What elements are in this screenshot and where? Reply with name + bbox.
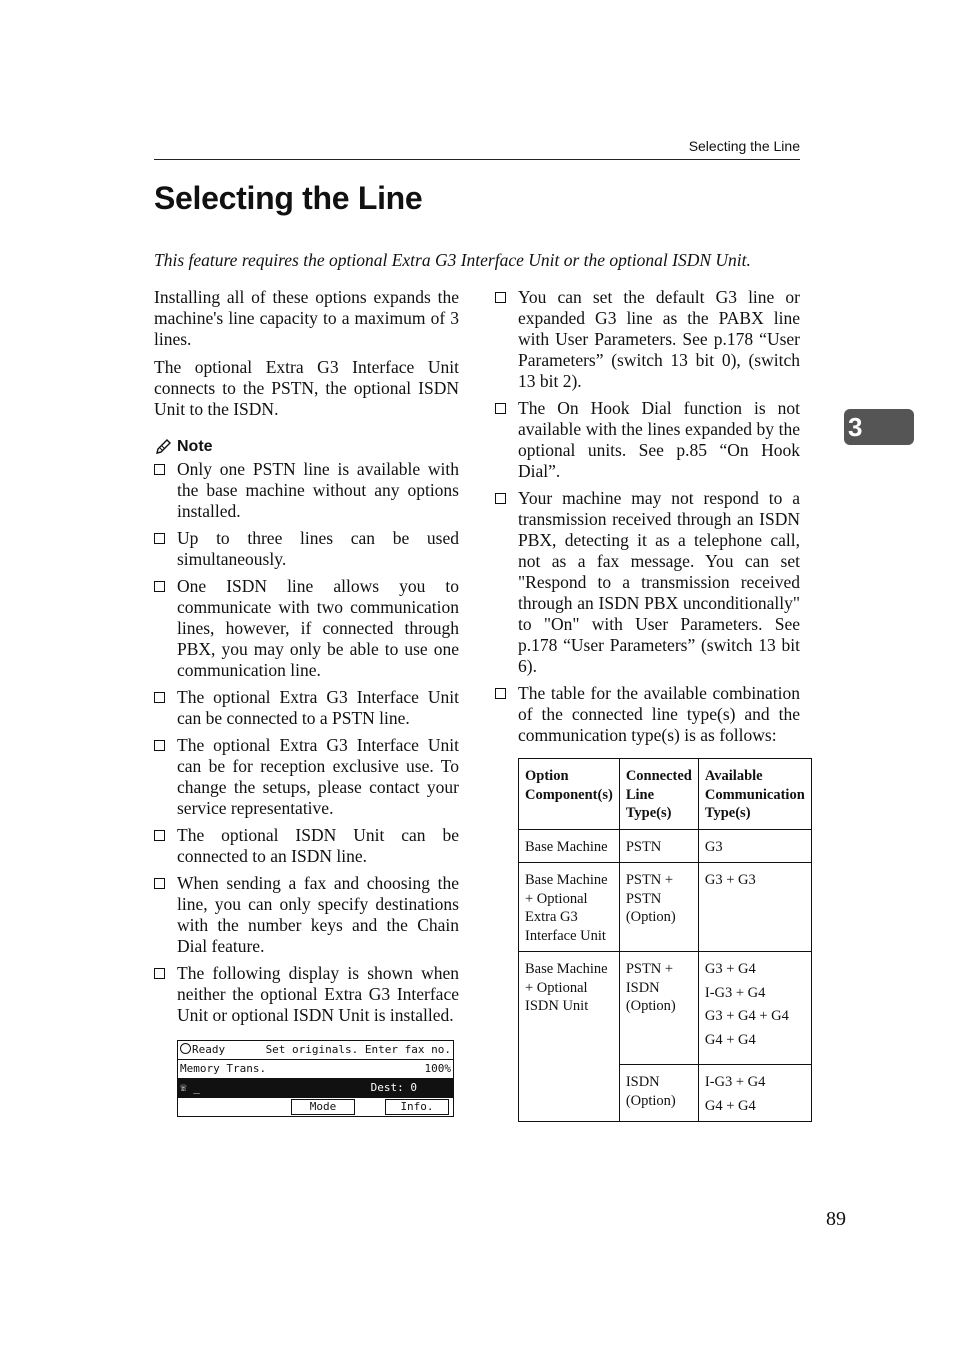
table-header-row <box>519 759 812 830</box>
table-cell: PSTN <box>619 829 698 863</box>
checkbox-icon <box>495 688 506 699</box>
list-item: When sending a fax and choosing the line, you can only specify destinations with the number keys and the Chain Dial feature. <box>154 873 459 957</box>
note-label: Note <box>177 438 213 455</box>
paragraph: The optional Extra G3 Interface Unit connects to the PSTN, the optional ISDN Unit to the ISDN. <box>154 357 459 419</box>
table-cell: Base Machine + Optional ISDN Unit <box>519 952 620 1122</box>
list-item: The optional ISDN Unit can be connected to an ISDN line. <box>154 825 459 867</box>
lcd-dest: Dest: 0 <box>370 1081 417 1094</box>
pencil-icon <box>154 438 174 456</box>
comm-type: I-G3 + G4 <box>704 984 766 1001</box>
list-item: The On Hook Dial function is not available with the lines expanded by the optional units. See p.85 “On Hook Dial”. <box>495 398 800 482</box>
lcd-message: Set originals. Enter fax no. <box>265 1043 451 1056</box>
checkbox-icon <box>154 533 165 544</box>
table-header: Option Component(s) <box>519 759 620 830</box>
intro-text: This feature requires the optional Extra G3 Interface Unit or the optional ISDN Unit. <box>154 250 751 270</box>
table-row <box>519 952 812 1065</box>
lcd-phone-cursor: ☏ _ <box>180 1081 200 1094</box>
page-title: Selecting the Line <box>154 180 423 216</box>
list-item: Only one PSTN line is available with the base machine without any options installed. <box>154 459 459 522</box>
table-cell: G3 <box>698 829 811 863</box>
info-button[interactable]: Info. <box>385 1099 449 1115</box>
table-row <box>519 829 812 863</box>
table-cell: PSTN + ISDN (Option) <box>619 952 698 1065</box>
chapter-tab: 3 <box>844 409 914 445</box>
lcd-memory-value: 100% <box>424 1062 451 1075</box>
checkbox-icon <box>154 581 165 592</box>
list-item: The following display is shown when neither the optional Extra G3 Interface Unit or optional ISDN Unit is installed. <box>154 963 459 1026</box>
lcd-button-row <box>178 1098 453 1116</box>
table-cell: PSTN + PSTN (Option) <box>619 863 698 952</box>
table-cell <box>698 952 811 1065</box>
lcd-memory-label: Memory Trans. <box>180 1062 267 1075</box>
lcd-status-row <box>178 1041 453 1060</box>
comm-type: G3 + G4 <box>704 961 756 977</box>
line-combination-table <box>518 758 812 1122</box>
table-cell: G3 + G3 <box>698 863 811 952</box>
page-number: 89 <box>826 1208 846 1230</box>
lcd-display <box>177 1040 454 1117</box>
header-rule <box>154 159 800 160</box>
lcd-ready: Ready <box>192 1043 226 1056</box>
mode-button[interactable]: Mode <box>291 1099 355 1115</box>
checkbox-icon <box>154 740 165 751</box>
checkbox-icon <box>154 968 165 979</box>
list-item: One ISDN line allows you to communicate with two communication lines, however, if connected through PBX, you may only be able to use one communication line. <box>154 576 459 681</box>
list-item: Up to three lines can be used simultaneously. <box>154 528 459 570</box>
note-list-continued <box>495 287 800 746</box>
note-heading <box>154 436 459 457</box>
note-list <box>154 459 459 1026</box>
right-column <box>495 287 805 1122</box>
lcd-memory-row <box>178 1060 453 1079</box>
checkbox-icon <box>154 464 165 475</box>
running-header: Selecting the Line <box>688 138 800 154</box>
list-item: The optional Extra G3 Interface Unit can be for reception exclusive use. To change the setups, please contact your service representative. <box>154 735 459 819</box>
paragraph: Installing all of these options expands the machine's line capacity to a maximum of 3 lines. <box>154 287 459 349</box>
list-item: You can set the default G3 line or expanded G3 line as the PABX line with User Parameters. See p.178 “User Parameters” (switch 13 bit 0), (switch 13 bit 2). <box>495 287 800 392</box>
list-item: The table for the available combination of the connected line type(s) and the communication type(s) is as follows: <box>495 683 800 746</box>
left-column <box>154 287 459 1117</box>
comm-type: G3 + G4 + G4 <box>704 1008 789 1024</box>
comm-type: G4 + G4 <box>704 1097 756 1114</box>
comm-type: I-G3 + G4 <box>704 1074 766 1090</box>
circle-icon <box>180 1043 191 1054</box>
checkbox-icon <box>154 692 165 703</box>
checkbox-icon <box>495 292 506 303</box>
table-cell <box>698 1065 811 1122</box>
checkbox-icon <box>495 403 506 414</box>
checkbox-icon <box>495 493 506 504</box>
comm-type: G4 + G4 <box>704 1031 756 1048</box>
checkbox-icon <box>154 878 165 889</box>
table-row <box>519 863 812 952</box>
table-header: Available Communication Type(s) <box>698 759 811 830</box>
list-item: Your machine may not respond to a transmission received through an ISDN PBX, detecting it as a telephone call, not as a fax message. You can set "Respond to a transmission received through an ISDN PBX unconditionally" to "On" with User Parameters. See p.178 “User Parameters” (switch 13 bit 6). <box>495 488 800 677</box>
table-cell: Base Machine + Optional Extra G3 Interface Unit <box>519 863 620 952</box>
table-header: Connected Line Type(s) <box>619 759 698 830</box>
table-cell: ISDN (Option) <box>619 1065 698 1122</box>
table-cell: Base Machine <box>519 829 620 863</box>
lcd-dest-row <box>178 1079 453 1098</box>
checkbox-icon <box>154 830 165 841</box>
list-item: The optional Extra G3 Interface Unit can be connected to a PSTN line. <box>154 687 459 729</box>
